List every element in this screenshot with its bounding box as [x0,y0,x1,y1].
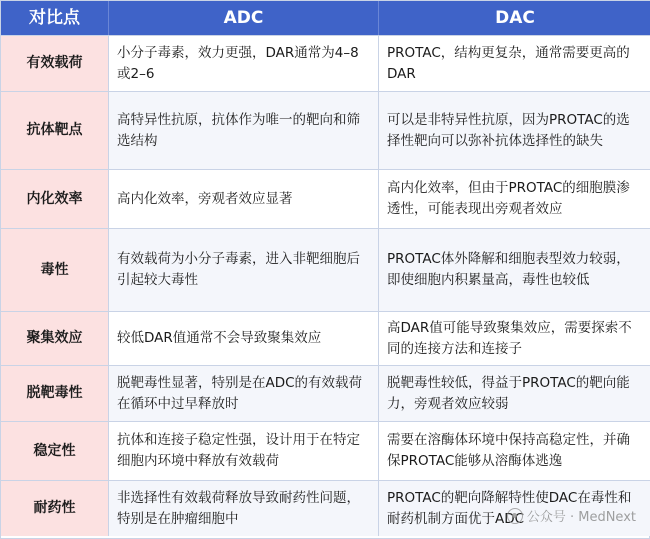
adc-cell: 小分子毒素，效力更强，DAR通常为4–8或2–6 [108,36,378,91]
adc-cell: 抗体和连接子稳定性强，设计用于在特定细胞内环境中释放有效载荷 [108,422,378,480]
header-comparison-point: 对比点 [1,1,108,35]
table-row [1,365,649,421]
adc-cell: 非选择性有效载荷释放导致耐药性问题，特别是在肿瘤细胞中 [108,481,378,536]
row-label: 聚集效应 [1,312,108,365]
dac-cell: 高DAR值可能导致聚集效应，需要探索不同的连接方法和连接子 [378,312,650,365]
table-row [1,311,649,365]
adc-cell: 高特异性抗原，抗体作为唯一的靶向和筛选结构 [108,92,378,169]
adc-cell: 脱靶毒性显著，特别是在ADC的有效载荷在循环中过早释放时 [108,366,378,421]
dac-cell: 高内化效率，但由于PROTAC的细胞膜渗透性，可能表现出旁观者效应 [378,170,650,228]
adc-cell: 高内化效率，旁观者效应显著 [108,170,378,228]
dac-cell: 可以是非特异性抗原，因为PROTAC的选择性靶向可以弥补抗体选择性的缺失 [378,92,650,169]
table-header [1,1,649,35]
row-label: 稳定性 [1,422,108,480]
table-row [1,169,649,228]
dac-cell: 脱靶毒性较低，得益于PROTAC的靶向能力，旁观者效应较弱 [378,366,650,421]
row-label: 抗体靶点 [1,92,108,169]
watermark [507,506,636,525]
dac-cell: 需要在溶酶体环境中保持高稳定性，并确保PROTAC能够从溶酶体逃逸 [378,422,650,480]
dac-cell: PROTAC体外降解和细胞表型效力较弱，即使细胞内积累量高，毒性也较低 [378,229,650,311]
watermark-text: 公众号 · MedNext [526,510,636,525]
row-label: 内化效率 [1,170,108,228]
table-row [1,35,649,91]
row-label: 有效载荷 [1,36,108,91]
table-row [1,228,649,311]
row-label: 耐药性 [1,481,108,536]
wechat-icon [507,508,523,524]
header-dac: DAC [378,1,650,35]
adc-cell: 较低DAR值通常不会导致聚集效应 [108,312,378,365]
table-row [1,91,649,169]
dac-cell: PROTAC，结构更复杂，通常需要更高的DAR [378,36,650,91]
table-row [1,421,649,480]
dac-cell: PROTAC的靶向降解特性使DAC在毒性和耐药机制方面优于ADC [378,481,650,536]
row-label: 毒性 [1,229,108,311]
adc-cell: 有效载荷为小分子毒素，进入非靶细胞后引起较大毒性 [108,229,378,311]
header-adc: ADC [108,1,378,35]
row-label: 脱靶毒性 [1,366,108,421]
